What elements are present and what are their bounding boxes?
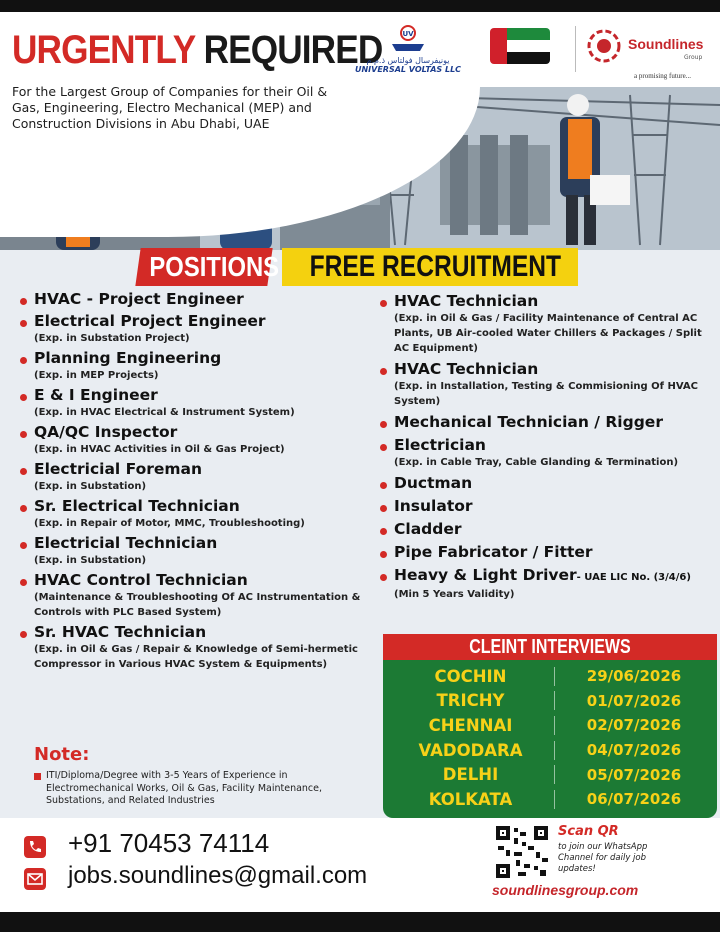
position-title: Electricial Foreman: [34, 460, 203, 478]
right-positions-list: [378, 292, 708, 606]
interview-city: TRICHY: [387, 691, 555, 710]
footer: [0, 818, 720, 912]
interview-city: COCHIN: [387, 667, 555, 686]
interview-row: [387, 787, 713, 812]
position-requirement: (Exp. in Oil & Gas / Repair & Knowledge of Semi-hermetic Compressor in Various HVAC System & Equipments): [34, 644, 358, 670]
position-requirement: (Exp. in Installation, Testing & Commisioning Of HVAC System): [394, 381, 698, 407]
position-requirement: (Exp. in HVAC Activities in Oil & Gas Project): [34, 444, 285, 455]
soundlines-tagline: a promising future...: [634, 72, 691, 80]
position-item: [18, 423, 368, 457]
phone-icon: [24, 836, 46, 858]
position-title: Electricial Technician: [34, 534, 218, 552]
position-item: [378, 543, 708, 562]
position-title: Sr. HVAC Technician: [34, 623, 207, 641]
position-item: [378, 360, 708, 409]
interview-row: [387, 738, 713, 763]
interview-date: 02/07/2026: [586, 716, 682, 735]
position-item: [18, 534, 368, 568]
soundlines-group: Group: [684, 54, 703, 61]
position-title: HVAC - Project Engineer: [34, 290, 244, 308]
position-requirement: (Exp. in Oil & Gas / Facility Maintenance of Central AC Plants, UB Air-cooled Water Chillers & Packages / Split AC Equipment): [394, 313, 702, 354]
left-positions-list: [18, 290, 368, 675]
position-item: [18, 571, 368, 620]
position-title: E & I Engineer: [34, 386, 158, 404]
scan-qr-title: Scan QR: [558, 824, 619, 839]
divider: [575, 26, 576, 72]
bottom-border: [0, 912, 720, 932]
website-link[interactable]: soundlinesgroup.com: [492, 882, 639, 898]
interview-city: DELHI: [387, 765, 555, 784]
position-title: Sr. Electrical Technician: [34, 497, 240, 515]
uv-arabic-name: يونيفرسال فولتاس ذ.م.م: [366, 56, 450, 65]
position-title: HVAC Control Technician: [34, 571, 248, 589]
position-requirement: (Exp. in Substation): [34, 555, 147, 566]
position-requirement: (Exp. in Substation Project): [34, 333, 190, 344]
position-title: Electrical Project Engineer: [34, 312, 266, 330]
interviews-heading: CLEINT INTERVIEWS: [383, 634, 717, 660]
interview-row: [387, 664, 713, 689]
interview-date: 29/06/2026: [586, 667, 682, 686]
position-requirement: (Exp. in Cable Tray, Cable Glanding & Termination): [394, 457, 679, 468]
interviews-table: [383, 660, 717, 818]
position-item: [18, 290, 368, 309]
position-title: HVAC Technician: [394, 292, 539, 310]
title-urgently: URGENTLY: [12, 28, 195, 72]
interview-row: [387, 762, 713, 787]
position-title: Mechanical Technician / Rigger: [394, 413, 663, 431]
position-item: [378, 497, 708, 516]
position-requirement: (Exp. in MEP Projects): [34, 370, 159, 381]
subtitle: For the Largest Group of Companies for their Oil & Gas, Engineering, Electro Mechanical (MEP) and Construction Divisions in Abu Dhabi, UAE: [12, 84, 328, 131]
interview-date: 04/07/2026: [586, 741, 682, 760]
position-requirement: (Min 5 Years Validity): [394, 589, 515, 600]
soundlines-name: Soundlines: [628, 36, 704, 52]
position-title: Planning Engineering: [34, 349, 222, 367]
page-title: [12, 28, 382, 73]
position-requirement: (Exp. in Substation): [34, 481, 147, 492]
email-icon: [24, 868, 46, 890]
note-text: ITI/Diploma/Degree with 3-5 Years of Experience in Electromechanical Works, Oil & Gas, Facility Maintenance, Substations, and Related Industries: [34, 770, 364, 808]
interview-date: 05/07/2026: [586, 765, 682, 784]
client-interviews-box: [383, 634, 717, 814]
top-border: [0, 0, 720, 12]
interview-city: KOLKATA: [387, 790, 555, 809]
position-title-text: Heavy & Light Driver: [394, 566, 577, 584]
position-item: [18, 623, 368, 672]
soundlines-logo-icon: [586, 28, 622, 64]
position-title: Insulator: [394, 497, 473, 515]
qr-code-icon[interactable]: [494, 824, 550, 880]
interview-row: [387, 713, 713, 738]
position-title: Pipe Fabricator / Fitter: [394, 543, 593, 561]
position-requirement: (Maintenance & Troubleshooting Of AC Instrumentation & Controls with PLC Based System): [34, 592, 361, 618]
free-recruitment-banner: FREE RECRUITMENT: [282, 248, 578, 286]
position-title: HVAC Technician: [394, 360, 539, 378]
position-item: [378, 413, 708, 432]
position-item: [378, 474, 708, 493]
email-address[interactable]: jobs.soundlines@gmail.com: [68, 862, 368, 889]
svg-text:UV: UV: [402, 30, 414, 38]
position-item: [378, 520, 708, 539]
positions-banner: POSITIONS: [135, 248, 272, 286]
position-item: [18, 349, 368, 383]
position-item: [378, 292, 708, 356]
position-item: [18, 386, 368, 420]
position-item: [18, 460, 368, 494]
uv-emblem-icon: [388, 24, 428, 52]
phone-number[interactable]: +91 70453 74114: [68, 828, 270, 858]
position-title: QA/QC Inspector: [34, 423, 178, 441]
interview-city: VADODARA: [387, 741, 555, 760]
interview-date: 01/07/2026: [586, 691, 682, 710]
position-aux: - UAE LIC No. (3/4/6): [576, 572, 691, 583]
note-heading: Note:: [34, 744, 90, 765]
position-item: [18, 312, 368, 346]
soundlines-panel: [478, 14, 720, 86]
position-item: [378, 436, 708, 470]
interview-row: [387, 689, 713, 714]
interview-city: CHENNAI: [387, 716, 555, 735]
uae-flag-icon: [490, 28, 550, 64]
position-title: Ductman: [394, 474, 473, 492]
position-title: [394, 566, 708, 587]
position-requirement: (Exp. in HVAC Electrical & Instrument System): [34, 407, 295, 418]
title-required: REQUIRED: [203, 28, 383, 72]
interview-date: 06/07/2026: [586, 790, 682, 809]
position-item: [378, 566, 708, 602]
position-requirement: (Exp. in Repair of Motor, MMC, Troubleshooting): [34, 518, 305, 529]
uv-name: UNIVERSAL VOLTAS LLC: [354, 65, 462, 74]
universal-voltas-logo: [348, 24, 468, 74]
scan-qr-text: to join our WhatsApp Channel for daily job updates!: [558, 842, 648, 874]
position-title: Cladder: [394, 520, 462, 538]
position-item: [18, 497, 368, 531]
position-title: Electrician: [394, 436, 486, 454]
